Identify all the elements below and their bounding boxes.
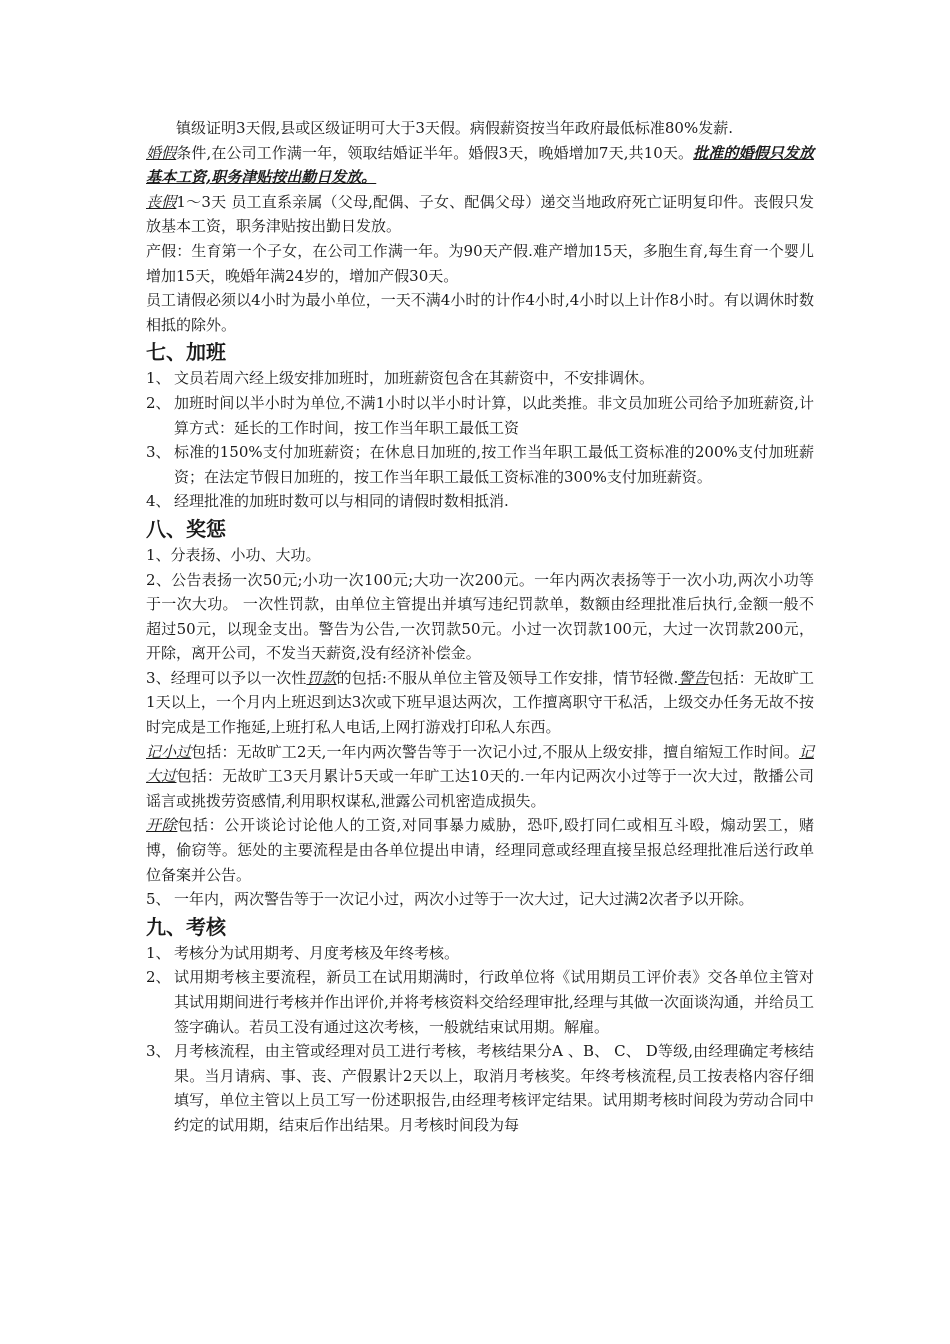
sick-leave-paragraph: 镇级证明3天假,县或区级证明可大于3天假。病假薪资按当年政府最低标准80%发薪. — [176, 119, 733, 137]
list-item-number: 2、 — [146, 968, 171, 987]
list-item — [146, 366, 814, 391]
reward-p4-text-a: 包括：无故旷工2天,一年内两次警告等于一次记小过,不服从上级安排，擅自缩短工作时间。 — [191, 742, 799, 761]
marriage-leave-text: 条件,在公司工作满一年，领取结婚证半年。婚假3天，晚婚增加7天,共10天。 — [176, 143, 694, 162]
reward-paragraph-4 — [146, 740, 814, 814]
overtime-heading: 七、加班 — [146, 340, 226, 365]
list-item — [146, 965, 814, 1039]
list-item-number: 2、 — [146, 393, 171, 412]
funeral-leave-text: 1～3天 员工直系亲属（父母,配偶、子女、配偶父母）递交当地政府死亡证明复印件。丧假只发放基本工资，职务津贴按出勤日发放。 — [146, 192, 814, 236]
list-item — [146, 887, 814, 912]
leave-unit-paragraph: 员工请假必须以4小时为最小单位，一天不满4小时的计作4小时,4小时以上计作8小时。有以调休时数相抵的除外。 — [146, 291, 814, 334]
list-item-number: 3、 — [146, 443, 171, 462]
list-item-text: 经理批准的加班时数可以与相同的请假时数相抵消. — [174, 492, 509, 511]
list-item — [146, 941, 814, 966]
marriage-leave-term: 婚假 — [146, 143, 177, 162]
overtime-list — [146, 366, 814, 514]
list-item-text: 一年内，两次警告等于一次记小过，两次小过等于一次大过，记大过满2次者予以开除。 — [174, 890, 754, 909]
list-item — [146, 391, 814, 440]
warning-term: 警告 — [678, 668, 709, 687]
list-item-text: 考核分为试用期考、月度考核及年终考核。 — [174, 943, 460, 962]
maternity-leave-paragraph: 产假：生育第一个子女，在公司工作满一年。为90天产假.难产增加15天，多胞生育,每生育一个婴儿增加15天，晚婚年满24岁的，增加产假30天。 — [146, 241, 814, 285]
reward-paragraph-5 — [146, 813, 814, 887]
list-item-text: 月考核流程，由主管或经理对员工进行考核，考核结果分A 、B、 C、 D等级,由经理确定考核结果。当月请病、事、丧、产假累计2天以上，取消月考核奖。年终考核流程,员工按表格内容仔细填写，单位主管以上员工写一份述职报告,由经理考核评定结果。试用期考核时间段为劳动合同中约定的试用期，结束后作出结果。月考核时间段为每 — [174, 1042, 814, 1134]
reward-p5-text: 包括：公开谈论讨论他人的工资,对同事暴力威胁，恐吓,殴打同仁或相互斗殴，煽动罢工，赌博，偷窃等。惩处的主要流程是由各单位提出申请，经理同意或经理直接呈报总经理批准后送行政单位备案并公告。 — [146, 816, 814, 884]
reward-p4-text-b: 包括：无故旷工3天月累计5天或一年旷工达10天的.一年内记两次小过等于一次大过，散播公司谣言或挑拨劳资感情,利用职权谋私,泄露公司机密造成损失。 — [146, 767, 814, 810]
funeral-leave-paragraph — [146, 190, 814, 239]
list-item-number: 3、 — [146, 1042, 171, 1061]
assessment-list — [146, 941, 814, 1138]
document-body — [146, 116, 814, 1138]
list-item-text: 标准的150%支付加班薪资；在休息日加班的,按工作当年职工最低工资标准的200%支付加班薪资；在法定节假日加班的，按工作当年职工最低工资标准的300%支付加班薪资。 — [174, 443, 814, 486]
list-item — [146, 1039, 814, 1137]
reward-heading: 八、奖惩 — [146, 516, 226, 541]
reward-paragraph-1: 1、分表扬、小功、大功。 — [146, 545, 321, 564]
reward-p3-text-b: 的包括:不服从单位主管及领导工作安排，情节轻微. — [336, 668, 679, 687]
assessment-heading: 九、考核 — [146, 914, 226, 939]
fine-term: 罚款 — [306, 668, 337, 687]
list-item-number: 4、 — [146, 492, 171, 511]
reward-p3-text-c: 包括：无故旷工1天以上，一个月内上班迟到达3次或下班早退达两次，工作擅离职守干私活，上级交办任务无故不按时完成是工作拖延,上班打私人电话,上网打游戏打印私人东西。 — [146, 668, 814, 737]
list-item-number: 5、 — [146, 890, 171, 909]
marriage-leave-emphasis: 批准的婚假只发放基本工资,职务津贴按出勤日发放。 — [146, 143, 814, 187]
list-item-text: 试用期考核主要流程，新员工在试用期满时，行政单位将《试用期员工评价表》交各单位主管对其试用期间进行考核并作出评价,并将考核资料交给经理审批,经理与其做一次面谈沟通，并给员工签字确认。若员工没有通过这次考核，一般就结束试用期。解雇。 — [174, 968, 814, 1036]
funeral-leave-term: 丧假 — [146, 192, 177, 211]
list-item-text: 加班时间以半小时为单位,不满1小时以半小时计算，以此类推。非文员加班公司给予加班薪资,计算方式：延长的工作时间，按工作当年职工最低工资 — [174, 393, 814, 437]
list-item-number: 1、 — [146, 369, 171, 388]
reward-p3-text-a: 3、经理可以予以一次性 — [146, 668, 307, 687]
dismissal-term: 开除 — [146, 816, 178, 835]
major-demerit-term: 记大过 — [146, 742, 814, 786]
minor-demerit-term: 记小过 — [146, 742, 192, 761]
reward-paragraph-3 — [146, 666, 814, 740]
list-item-number: 1、 — [146, 943, 171, 962]
list-item — [146, 440, 814, 489]
list-item — [146, 489, 814, 514]
reward-paragraph-2: 2、公告表扬一次50元;小功一次100元;大功一次200元。一年内两次表扬等于一次小功,两次小功等于一次大功。 一次性罚款，由单位主管提出并填写违纪罚款单，数额由经理批准后执行,金额一般不超过50元，以现金支出。警告为公告,一次罚款50元。小过一次罚款100元，大过一次罚款200元，开除，离开公司，不发当天薪资,没有经济补偿金。 — [146, 570, 814, 663]
marriage-leave-paragraph — [146, 141, 814, 190]
list-item-text: 文员若周六经上级安排加班时，加班薪资包含在其薪资中，不安排调休。 — [174, 369, 655, 388]
